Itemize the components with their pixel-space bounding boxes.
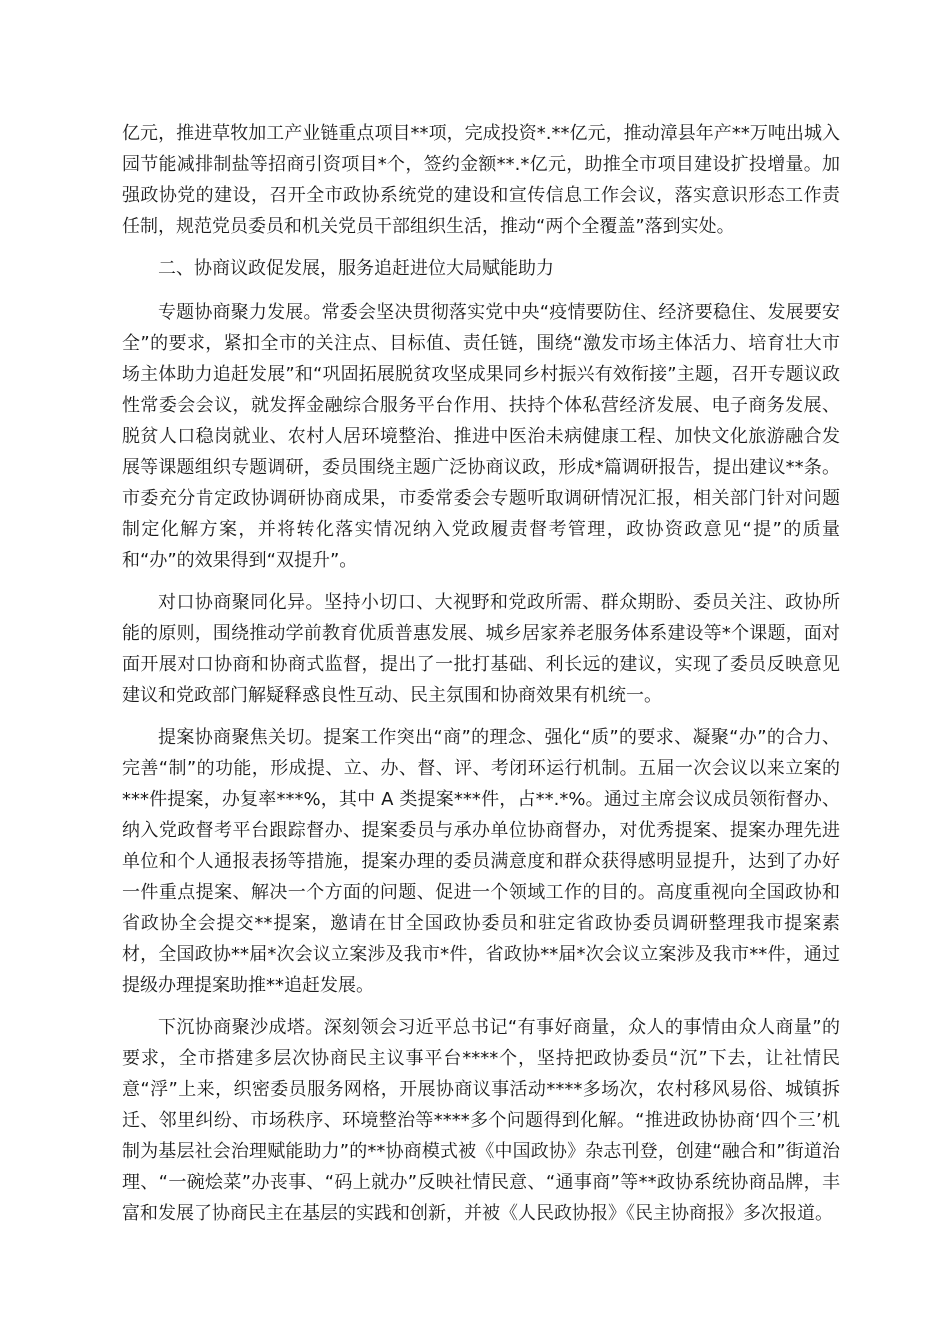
paragraph-continuation: 亿元，推进草牧加工产业链重点项目**项，完成投资*.**亿元，推动漳县年产**万吨出城入园节能减排制盐等招商引资项目*个，签约金额**.*亿元，助推全市项目建设扩投增量。加强政协党的建设，召开全市政协系统党的建设和宣传信息工作会议，落实意识形态工作责任制，规范党员委员和机关党员干部组织生活，推动“两个全覆盖”落到实处。 xyxy=(122,123,840,237)
paragraph-topic-consultation: 专题协商聚力发展。常委会坚决贯彻落实党中央“疫情要防住、经济要稳住、发展要安全”的要求，紧扣全市的关注点、目标值、责任链，围绕“激发市场主体活力、培育壮大市场主体助力追赶发展”和“巩固拓展脱贫攻坚成果同乡村振兴有效衔接”主题，召开专题议政性常委会会议，就发挥金融综合服务平台作用、扶持个体私营经济发展、电子商务发展、脱贫人口稳岗就业、农村人居环境整治、推进中医治未病健康工程、加快文化旅游融合发展等课题组织专题调研，委员围绕主题广泛协商议政，形成*篇调研报告，提出建议**条。市委充分肯定政协调研协商成果，市委常委会专题听取调研情况汇报，相关部门针对问题制定化解方案，并将转化落实情况纳入党政履责督考管理，政协资政意见“提”的质量和“办”的效果得到“双提升”。 xyxy=(122,302,840,571)
paragraph-grassroots-consultation: 下沉协商聚沙成塔。深刻领会习近平总书记“有事好商量，众人的事情由众人商量”的要求，全市搭建多层次协商民主议事平台****个，坚持把政协委员“沉”下去，让社情民意“浮”上来，织密委员服务网格，开展协商议事活动****多场次，农村移风易俗、城镇拆迁、邻里纠纷、市场秩序、环境整治等****多个问题得到化解。“推进政协协商‘四个三’机制为基层社会治理赋能助力”的**协商模式被《中国政协》杂志刊登，创建“融合和”街道治理、“一碗烩菜”办丧事、“码上就办”反映社情民意、“通事商”等**政协系统协商品牌，丰富和发展了协商民主在基层的实践和创新，并被《人民政协报》《民主协商报》多次报道。 xyxy=(122,1017,840,1224)
section-heading: 二、协商议政促发展，服务追赶进位大局赋能助力 xyxy=(158,258,554,279)
paragraph-counterpart-consultation: 对口协商聚同化异。坚持小切口、大视野和党政所需、群众期盼、委员关注、政协所能的原则，围绕推动学前教育优质普惠发展、城乡居家养老服务体系建设等*个课题，面对面开展对口协商和协商式监督，提出了一批打基础、利长远的建议，实现了委员反映意见建议和党政部门解疑释惑良性互动、民主氛围和协商效果有机统一。 xyxy=(122,592,840,706)
paragraph-proposal-consultation: 提案协商聚焦关切。提案工作突出“商”的理念、强化“质”的要求、凝聚“办”的合力、完善“制”的功能，形成提、立、办、督、评、考闭环运行机制。五届一次会议以来立案的***件提案，办复率***%，其中 A 类提案***件，占**.*%。通过主席会议成员领衔督办、纳入党政督考平台跟踪督办、提案委员与承办单位协商督办，对优秀提案、提案办理先进单位和个人通报表扬等措施，提案办理的委员满意度和群众获得感明显提升，达到了办好一件重点提案、解决一个方面的问题、促进一个领域工作的目的。高度重视向全国政协和省政协全会提交**提案，邀请在甘全国政协委员和驻定省政协委员调研整理我市提案素材，全国政协**届*次会议立案涉及我市*件，省政协**届*次会议立案涉及我市**件，通过提级办理提案助推**追赶发展。 xyxy=(122,727,840,996)
